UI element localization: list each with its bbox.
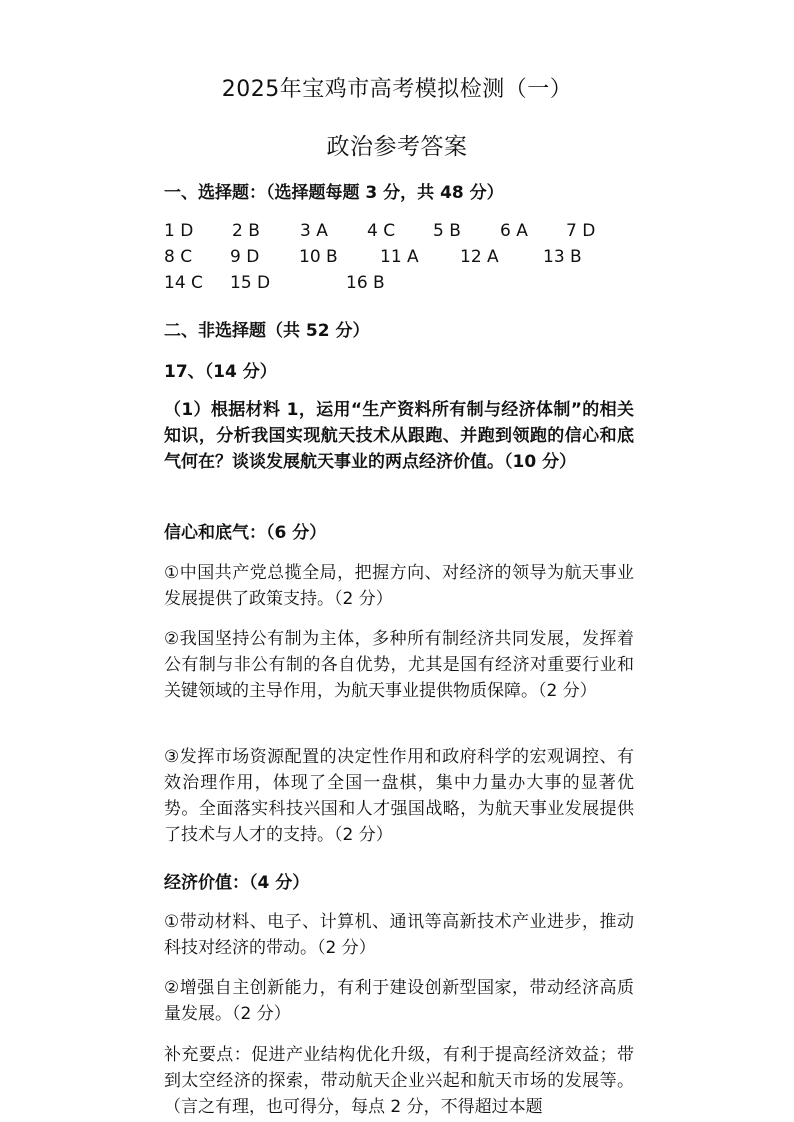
section2-heading: 二、非选择题（共 52 分） — [164, 321, 370, 341]
answer-item: 10 B — [299, 247, 338, 267]
answer-item: 9 D — [230, 247, 260, 267]
confidence-point-3: ③发挥市场资源配置的决定性作用和政府科学的宏观调控、有效治理作用，体现了全国一盘棋，集中力量办大事的显著优势。全面落实科技兴国和人才强国战略，为航天事业发展提供了技术与人才的支持。（2 分） — [164, 747, 634, 845]
section1-heading: 一、选择题：（选择题每题 3 分，共 48 分） — [164, 183, 504, 203]
answer-item: 4 C — [367, 221, 396, 241]
value-point-1: ①带动材料、电子、计算机、通讯等高新技术产业进步，推动科技对经济的带动。（2 分） — [164, 912, 634, 958]
answer-row-3 — [164, 273, 644, 297]
answer-row-1 — [164, 221, 644, 245]
answer-item: 8 C — [164, 247, 193, 267]
question-17-heading: 17、（14 分） — [164, 362, 277, 382]
answer-item: 11 A — [380, 247, 419, 267]
answer-item: 16 B — [346, 273, 385, 293]
value-point-2: ②增强自主创新能力，有利于建设创新型国家，带动经济高质量发展。（2 分） — [164, 978, 634, 1024]
confidence-point-2: ②我国坚持公有制为主体，多种所有制经济共同发展，发挥着公有制与非公有制的各自优势，尤其是国有经济对重要行业和关键领域的主导作用，为航天事业提供物质保障。（2 分） — [164, 629, 634, 701]
answer-item: 1 D — [164, 221, 194, 241]
answer-item: 13 B — [543, 247, 582, 267]
supplement-points: 补充要点：促进产业结构优化升级，有利于提高经济效益；带到太空经济的探索，带动航天企业兴起和航天市场的发展等。（言之有理，也可得分，每点 2 分，不得超过本题 — [164, 1045, 634, 1117]
value-heading: 经济价值：（4 分） — [164, 873, 310, 893]
answer-item: 12 A — [460, 247, 499, 267]
confidence-heading: 信心和底气：（6 分） — [164, 523, 327, 543]
answer-item: 6 A — [500, 221, 528, 241]
answer-item: 7 D — [566, 221, 596, 241]
answer-item: 3 A — [300, 221, 328, 241]
confidence-point-1: ①中国共产党总揽全局，把握方向、对经济的领导为航天事业发展提供了政策支持。（2 分） — [164, 563, 634, 609]
answer-item: 5 B — [433, 221, 461, 241]
answer-item: 15 D — [230, 273, 271, 293]
answer-key-subtitle: 政治参考答案 — [326, 134, 468, 160]
answer-item: 14 C — [164, 273, 203, 293]
answer-row-2 — [164, 247, 644, 271]
exam-title: 2025年宝鸡市高考模拟检测（一） — [221, 77, 573, 102]
question-17-part1: （1）根据材料 1，运用“生产资料所有制与经济体制”的相关知识，分析我国实现航天技术从跟跑、并跑到领跑的信心和底气何在？谈谈发展航天事业的两点经济价值。（10 分） — [164, 400, 634, 472]
answer-item: 2 B — [232, 221, 260, 241]
